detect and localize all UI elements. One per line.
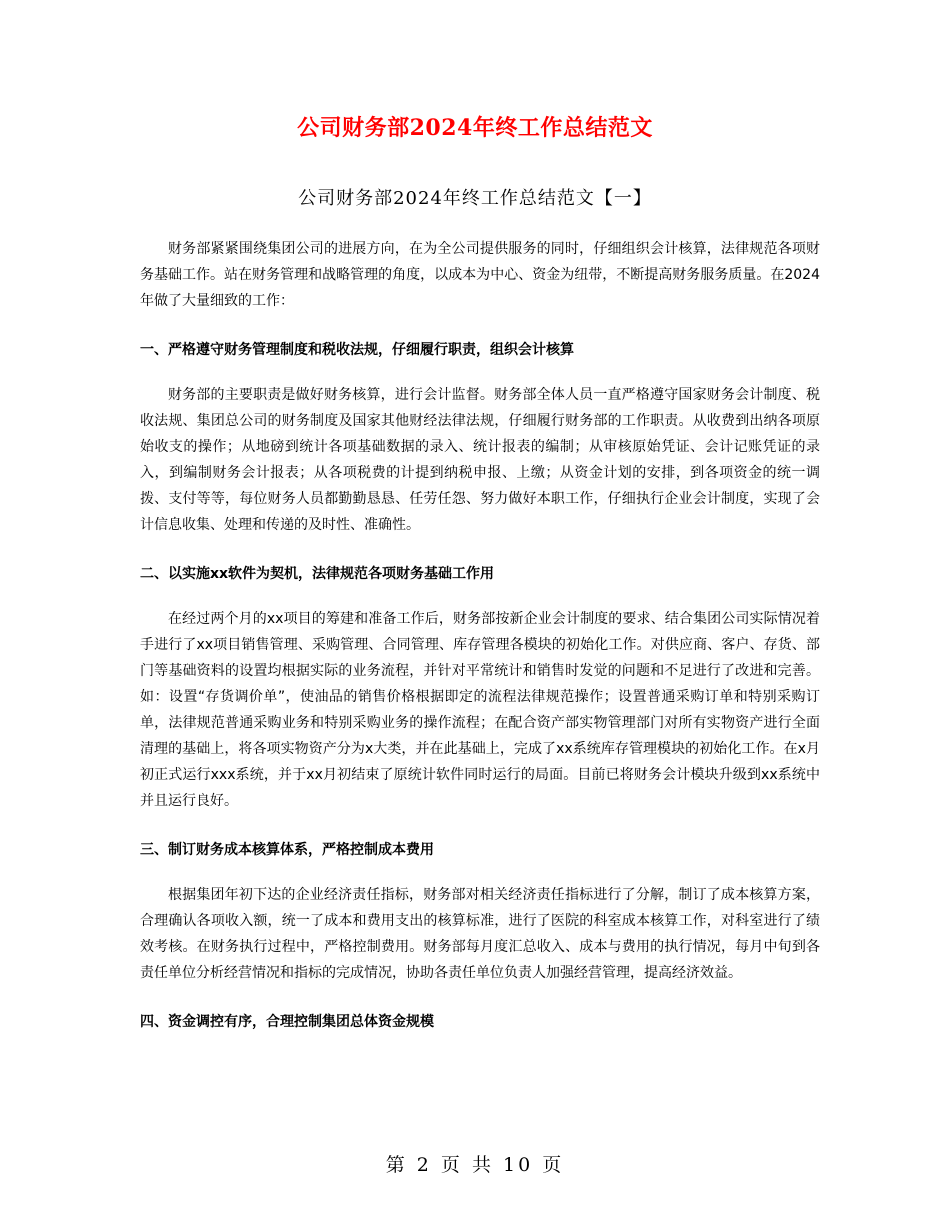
- section-heading-1: 一、严格遵守财务管理制度和税收法规，仔细履行职责，组织会计核算: [140, 342, 574, 358]
- section-paragraph-2: 在经过两个月的xx项目的筹建和准备工作后，财务部按新企业会计制度的要求、结合集团公司实际情况着手进行了xx项目销售管理、采购管理、合同管理、库存管理各模块的初始化工作。对供应商、客户、存货、部门等基础资料的设置均根据实际的业务流程，并针对平常统计和销售时发觉的问题和不足进行了改进和完善。如：设置“存货调价单”，使油品的销售价格根据即定的流程法律规范操作；设置普通采购订单和特别采购订单，法律规范普通采购业务和特别采购业务的操作流程；在配合资产部实物管理部门对所有实物资产进行全面清理的基础上，将各项实物资产分为x大类，并在此基础上，完成了xx系统库存管理模块的初始化工作。在x月初正式运行xxx系统，并于xx月初结束了原统计软件同时运行的局面。目前已将财务会计模块升级到xx系统中并且运行良好。: [140, 611, 820, 809]
- section-heading-2: 二、以实施xx软件为契机，法律规范各项财务基础工作用: [140, 566, 495, 582]
- document-title: 公司财务部2024年终工作总结范文: [297, 115, 653, 141]
- intro-paragraph: 财务部紧紧围绕集团公司的进展方向，在为全公司提供服务的同时，仔细组织会计核算，法律规范各项财务基础工作。站在财务管理和战略管理的角度，以成本为中心、资金为纽带，不断提高财务服务质量。在2024年做了大量细致的工作：: [140, 241, 820, 309]
- section-paragraph-3: 根据集团年初下达的企业经济责任指标，财务部对相关经济责任指标进行了分解，制订了成本核算方案，合理确认各项收入额，统一了成本和费用支出的核算标准，进行了医院的科室成本核算工作，对科室进行了绩效考核。在财务执行过程中，严格控制费用。财务部每月度汇总收入、成本与费用的执行情况，每月中旬到各责任单位分析经营情况和指标的完成情况，协助各责任单位负责人加强经营管理，提高经济效益。: [140, 887, 820, 981]
- document-subtitle: 公司财务部2024年终工作总结范文【一】: [298, 188, 652, 209]
- section-heading-3: 三、制订财务成本核算体系，严格控制成本费用: [140, 842, 434, 858]
- document-body: [140, 236, 820, 1054]
- section-heading-4: 四、资金调控有序，合理控制集团总体资金规模: [140, 1014, 434, 1030]
- section-paragraph-1: 财务部的主要职责是做好财务核算，进行会计监督。财务部全体人员一直严格遵守国家财务会计制度、税收法规、集团总公司的财务制度及国家其他财经法律法规，仔细履行财务部的工作职责。从收费到出纳各项原始收支的操作；从地磅到统计各项基础数据的录入、统计报表的编制；从审核原始凭证、会计记账凭证的录入，到编制财务会计报表；从各项税费的计提到纳税申报、上缴；从资金计划的安排，到各项资金的统一调拨、支付等等，每位财务人员都勤勤恳恳、任劳任怨、努力做好本职工作，仔细执行企业会计制度，实现了会计信息收集、处理和传递的及时性、准确性。: [140, 387, 820, 533]
- page-footer: 第 2 页 共 10 页: [385, 1154, 565, 1176]
